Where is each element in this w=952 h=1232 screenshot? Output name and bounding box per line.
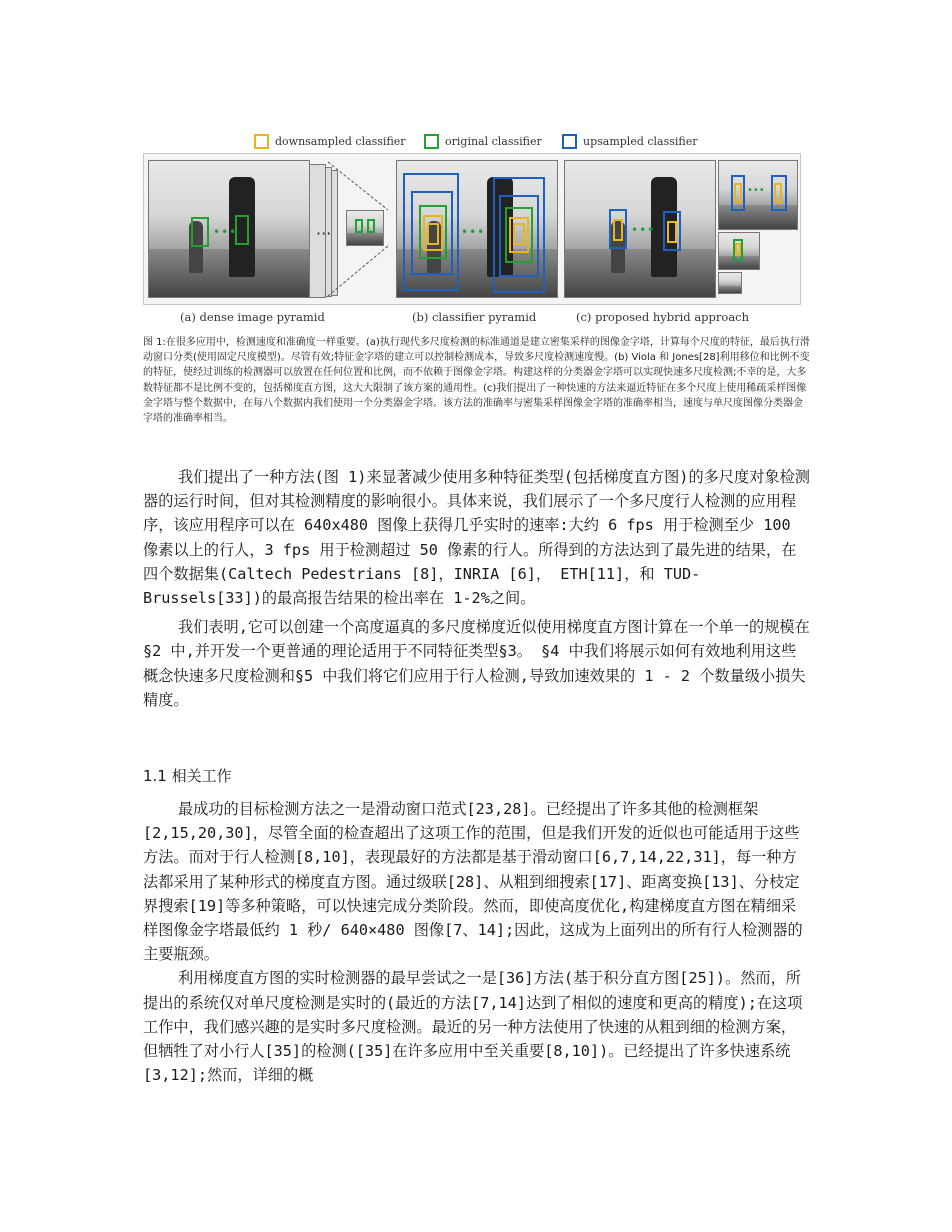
detection-box — [734, 183, 742, 203]
figure-caption: 图 1:在很多应用中，检测速度和准确度一样重要。(a)执行现代多尺度检测的标准通道是建立密集采样的图像金字塔，计算每个尺度的特征，最后执行滑动窗口分类(使用固定尺度模型)。尽管有效;特征金字塔的建立可以控制检测成本，导致多尺度检测速度慢。(b) Viola 和 Jones[28]利用移位和比例不变的特征，使经过训练的检测器可以放置在任何位置和比例，而不依赖于图像金字塔。构建这样的分类器金字塔可以实现快速多尺度检测;不幸的是，大多数特征都不是比例不变的，包括梯度直方图，这大大限制了该方案的通用性。(c)我们提出了一种快速的方法来逼近特征在多个尺度上使用稀疏采样图像金字塔与整个数据中，在每八个数据内我们使用一个分类器金字塔。该方法的准确率与密集采样图像金字塔的准确率相当，速度与单尺度图像分类器金字塔的准确率相当。 — [143, 337, 810, 425]
panel-b — [396, 154, 558, 304]
dots: ••• — [213, 225, 238, 239]
photo-medium — [718, 160, 798, 230]
detection-box — [735, 243, 741, 255]
dots: ••• — [461, 225, 486, 239]
panel-label-b: (b) classifier pyramid — [412, 310, 537, 324]
detection-box — [613, 219, 623, 241]
figure-legend — [254, 134, 714, 154]
panel-a — [144, 154, 392, 304]
panel-c — [564, 154, 800, 304]
detection-box — [513, 223, 525, 245]
paragraph: 最成功的目标检测方法之一是滑动窗口范式[23,28]。已经提出了许多其他的检测框架[2,15,20,30]，尽管全面的检查超出了这项工作的范围，但是我们开发的近似也可能适用于这些方法。而对于行人检测[8,10]，表现最好的方法都是基于滑动窗口[6,7,14,22,31]，每一种方法都采用了某种形式的梯度直方图。通过级联[28]、从粗到细搜索[17]、距离变换[13]、分枝定界搜索[19]等多种策略，可以快速完成分类阶段。然而，即使高度优化,构建梯度直方图在精细采样图像金字塔最低约 1 秒/ 640×480 图像[7、14];因此，这成为上面列出的所有行人检测器的主要瓶颈。 — [143, 800, 803, 964]
paragraph: 利用梯度直方图的实时检测器的最早尝试之一是[36]方法(基于积分直方图[25])。然而，所提出的系统仅对单尺度检测是实时的(最近的方法[7,14]达到了相似的速度和更高的精度);在这项工作中，我们感兴趣的是实时多尺度检测。最近的另一种方法使用了快速的从粗到细的检测方案，但牺牲了对小行人[35]的检测([35]在许多应用中至关重要[8,10])。已经提出了许多快速系统[3,12];然而，详细的概 — [143, 969, 803, 1085]
photo-small — [718, 232, 760, 270]
photo-cowboy — [148, 160, 310, 298]
photo-tiny — [718, 272, 742, 294]
photo-cowboy — [396, 160, 558, 298]
figure-1 — [143, 153, 801, 324]
legend-label: downsampled classifier — [275, 135, 406, 148]
detection-box — [667, 221, 677, 243]
detection-box — [774, 183, 782, 203]
legend-item-upsampled — [562, 134, 698, 149]
ellipsis: ··· — [316, 224, 332, 243]
green-square-icon — [424, 134, 439, 149]
paragraph: 我们提出了一种方法(图 1)来显著减少使用多种特征类型(包括梯度直方图)的多尺度对象检测器的运行时间，但对其检测精度的影响很小。具体来说，我们展示了一个多尺度行人检测的应用程序，该应用程序可以在 640x480 图像上获得几乎实时的速率:大约 6 fps 用于检测至少 100 像素以上的行人，3 fps 用于检测超过 50 像素的行人。所得到的方法达到了最先进的结果，在四个数据集(Caltech Pedestrians [8]，INRIA [6]， ETH[11]，和 TUD-Brussels[33])的最高报告结果的检出率在 1-2%之间。 — [143, 468, 810, 608]
blue-square-icon — [562, 134, 577, 149]
related-work-paragraphs — [143, 797, 811, 1087]
section-title: 1.1 相关工作 — [143, 767, 232, 785]
detection-box — [427, 223, 439, 245]
panel-label-c: (c) proposed hybrid approach — [576, 310, 750, 324]
legend-label: upsampled classifier — [583, 135, 698, 148]
panel-label-a: (a) dense image pyramid — [180, 310, 325, 324]
photo-small — [346, 210, 384, 246]
detection-box — [355, 219, 363, 233]
legend-item-downsampled — [254, 134, 406, 149]
detection-box — [191, 217, 209, 247]
legend-item-original — [424, 134, 542, 149]
dots: ••• — [631, 223, 656, 237]
detection-box — [367, 219, 375, 233]
intro-paragraphs — [143, 465, 811, 712]
yellow-square-icon — [254, 134, 269, 149]
dots: ••• — [747, 185, 765, 196]
paragraph: 我们表明,它可以创建一个高度逼真的多尺度梯度近似使用梯度直方图计算在一个单一的规模在§2 中,并开发一个更普通的理论适用于不同特征类型§3。 §4 中我们将展示如何有效地利用这些概念快速多尺度检测和§5 中我们将它们应用于行人检测,导致加速效果的 1 - 2 个数量级小损失精度。 — [143, 618, 810, 709]
photo-cowboy — [564, 160, 716, 298]
legend-label: original classifier — [445, 135, 542, 148]
